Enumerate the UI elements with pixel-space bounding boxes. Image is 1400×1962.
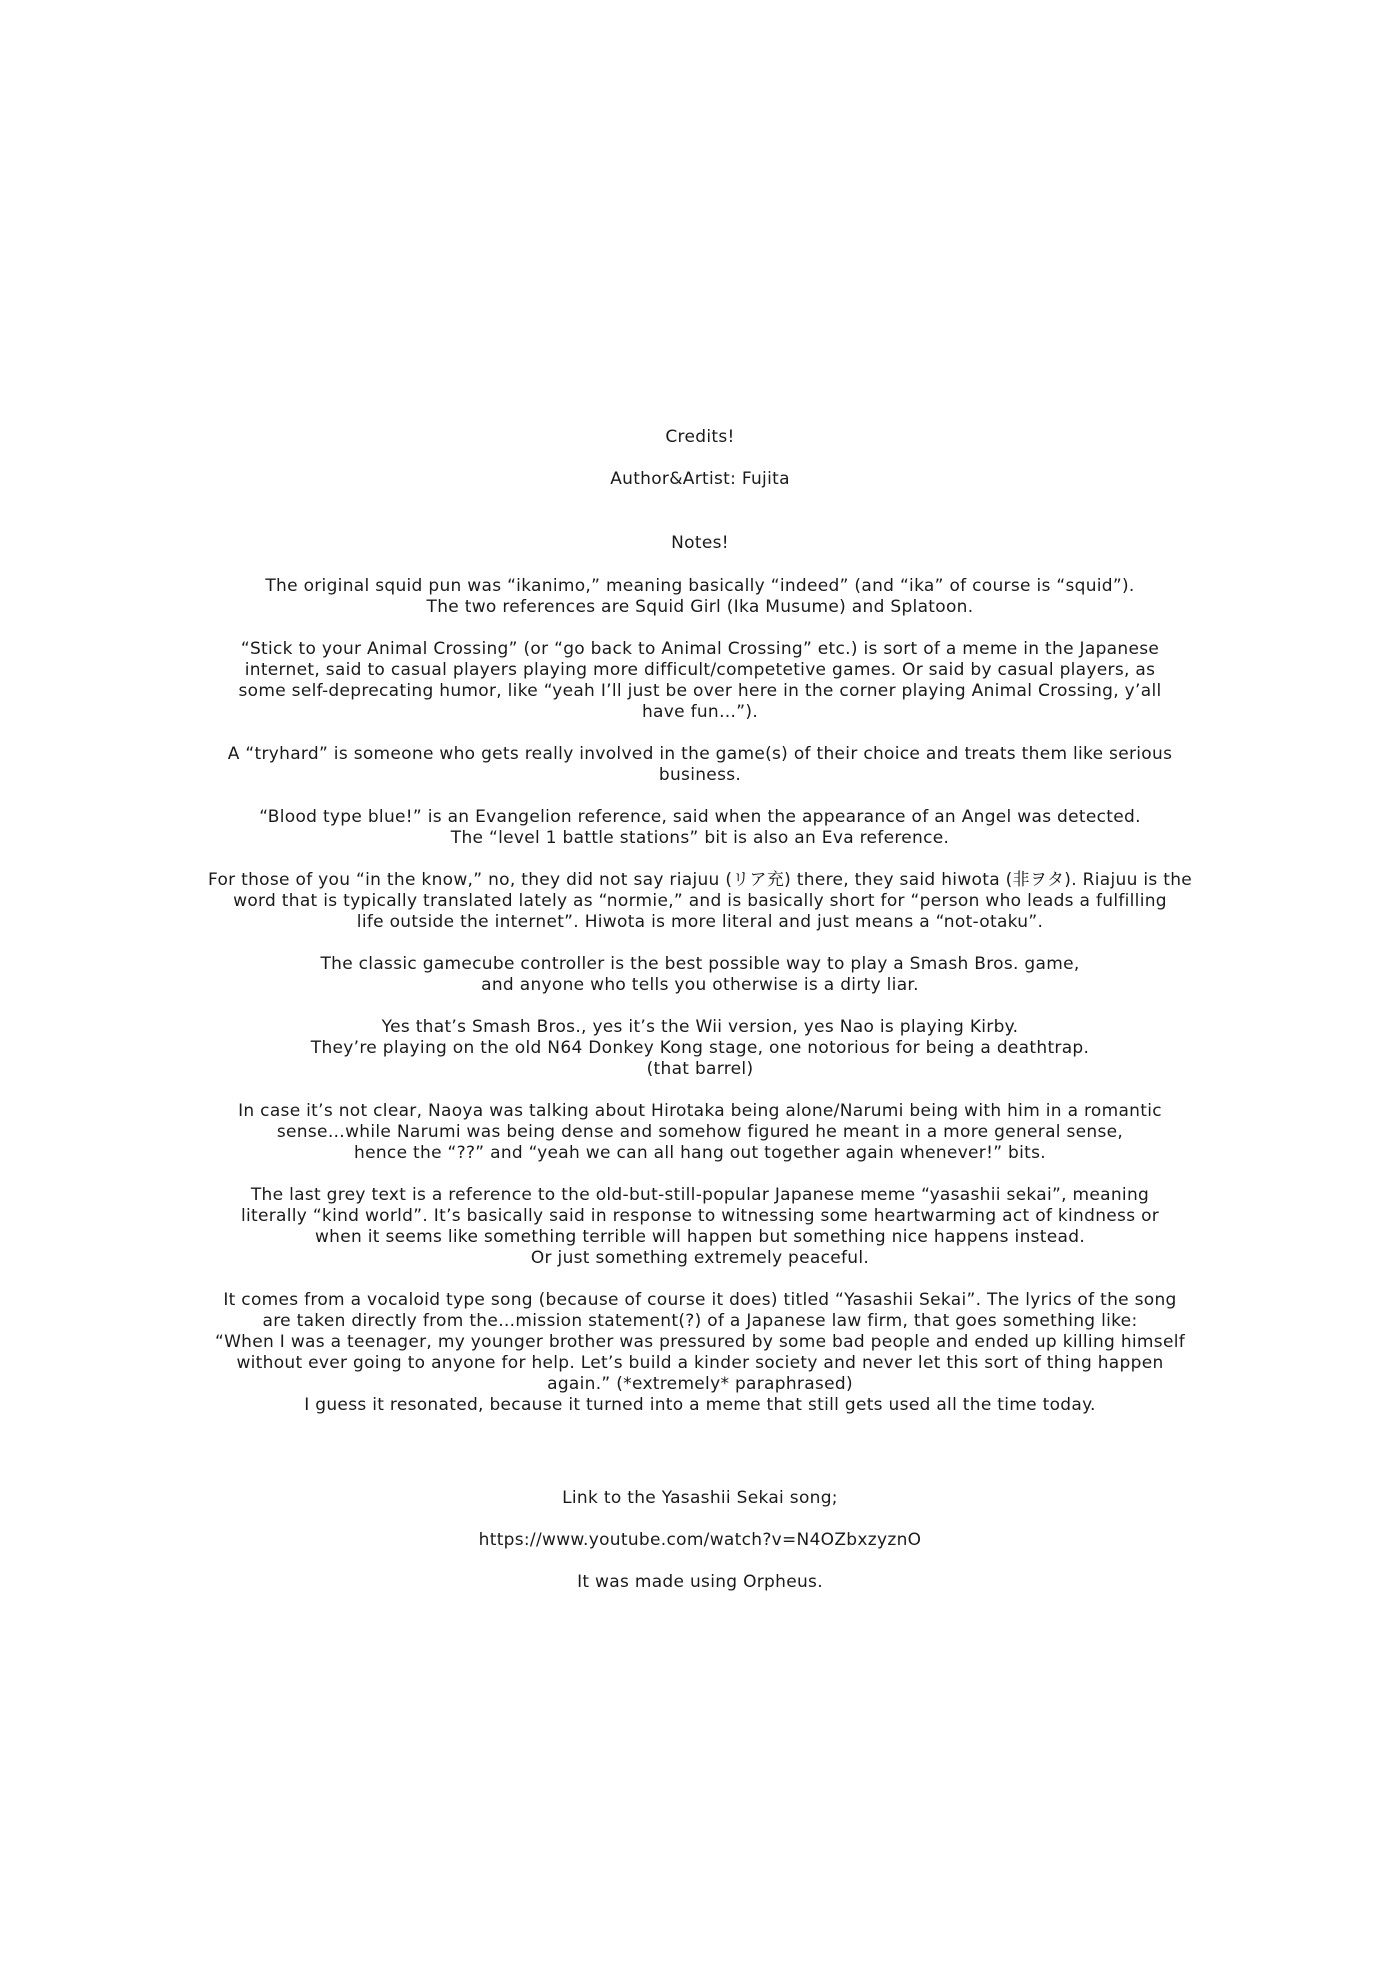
note-line: The two references are Squid Girl (Ika Musume) and Splatoon.: [426, 597, 974, 617]
note-animal-crossing: [150, 639, 1250, 723]
note-line: A “tryhard” is someone who gets really involved in the game(s) of their choice and treats them like serious: [227, 744, 1173, 764]
note-line: without ever going to anyone for help. Let’s build a kinder society and never let this sort of thing happen: [236, 1353, 1164, 1373]
note-tryhard: [150, 744, 1250, 786]
note-line: literally “kind world”. It’s basically said in response to witnessing some heartwarming act of kindness or: [240, 1206, 1160, 1226]
note-line: have fun…”).: [641, 702, 759, 722]
tool-note: It was made using Orpheus.: [577, 1572, 823, 1592]
note-line: The last grey text is a reference to the old-but-still-popular Japanese meme “yasashii sekai”, meaning: [250, 1185, 1150, 1205]
note-line: The classic gamecube controller is the best possible way to play a Smash Bros. game,: [320, 954, 1080, 974]
note-line: sense…while Narumi was being dense and somehow figured he meant in a more general sense,: [276, 1122, 1124, 1142]
note-line: “Stick to your Animal Crossing” (or “go back to Animal Crossing” etc.) is sort of a meme in the Japanese: [240, 639, 1160, 659]
note-vocaloid-song: [150, 1290, 1250, 1416]
note-line: Yes that’s Smash Bros., yes it’s the Wii version, yes Nao is playing Kirby.: [381, 1017, 1019, 1037]
note-line: are taken directly from the…mission statement(?) of a Japanese law firm, that goes something like:: [262, 1311, 1138, 1331]
note-line: internet, said to casual players playing more difficult/competetive games. Or said by casual players, as: [244, 660, 1156, 680]
note-line: In case it’s not clear, Naoya was talking about Hirotaka being alone/Narumi being with him in a romantic: [238, 1101, 1162, 1121]
note-line: It comes from a vocaloid type song (because of course it does) titled “Yasashii Sekai”. The lyrics of the song: [223, 1290, 1177, 1310]
note-line: They’re playing on the old N64 Donkey Kong stage, one notorious for being a deathtrap.: [310, 1038, 1090, 1058]
note-line: business.: [658, 765, 742, 785]
note-line: I guess it resonated, because it turned into a meme that still gets used all the time today.: [304, 1395, 1096, 1415]
note-line: “When I was a teenager, my younger brother was pressured by some bad people and ended up killing himself: [214, 1332, 1186, 1352]
note-gamecube: [150, 954, 1250, 996]
note-line: For those of you “in the know,” no, they did not say riajuu (リア充) there, they said hiwota (非ヲタ). Riajuu is the: [207, 870, 1193, 890]
note-evangelion: [150, 807, 1250, 849]
note-yasashii-sekai: [150, 1185, 1250, 1269]
note-line: The “level 1 battle stations” bit is also an Eva reference.: [450, 828, 950, 848]
note-romantic-sense: [150, 1101, 1250, 1164]
note-line: some self-deprecating humor, like “yeah I’ll just be over here in the corner playing Animal Crossing, y’all: [238, 681, 1162, 701]
link-section: [0, 1488, 1400, 1614]
note-line: The original squid pun was “ikanimo,” meaning basically “indeed” (and “ika” of course is “squid”).: [265, 576, 1135, 596]
credits-heading: Credits!: [665, 427, 735, 447]
note-riajuu: [150, 870, 1250, 933]
link-label: Link to the Yasashii Sekai song;: [562, 1488, 838, 1508]
note-line: and anyone who tells you otherwise is a dirty liar.: [481, 975, 919, 995]
notes-section: [150, 533, 1250, 1437]
note-line: life outside the internet”. Hiwota is more literal and just means a “not-otaku”.: [356, 912, 1044, 932]
notes-heading: Notes!: [671, 533, 729, 553]
note-line: again.” (*extremely* paraphrased): [547, 1374, 853, 1394]
note-squid-pun: [150, 576, 1250, 618]
note-line: hence the “??” and “yeah we can all hang out together again whenever!” bits.: [354, 1143, 1046, 1163]
note-line: when it seems like something terrible will happen but something nice happens instead.: [314, 1227, 1086, 1247]
author-line: Author&Artist: Fujita: [610, 469, 790, 489]
note-smash-bros: [150, 1017, 1250, 1080]
note-line: (that barrel): [646, 1059, 754, 1079]
note-line: Or just something extremely peaceful.: [530, 1248, 870, 1268]
note-line: word that is typically translated lately as “normie,” and is basically short for “person who leads a fulfilling: [233, 891, 1167, 911]
song-link-url: https://www.youtube.com/watch?v=N4OZbxzyznO: [478, 1530, 922, 1550]
note-line: “Blood type blue!” is an Evangelion reference, said when the appearance of an Angel was detected.: [259, 807, 1141, 827]
credits-section: [0, 427, 1400, 532]
